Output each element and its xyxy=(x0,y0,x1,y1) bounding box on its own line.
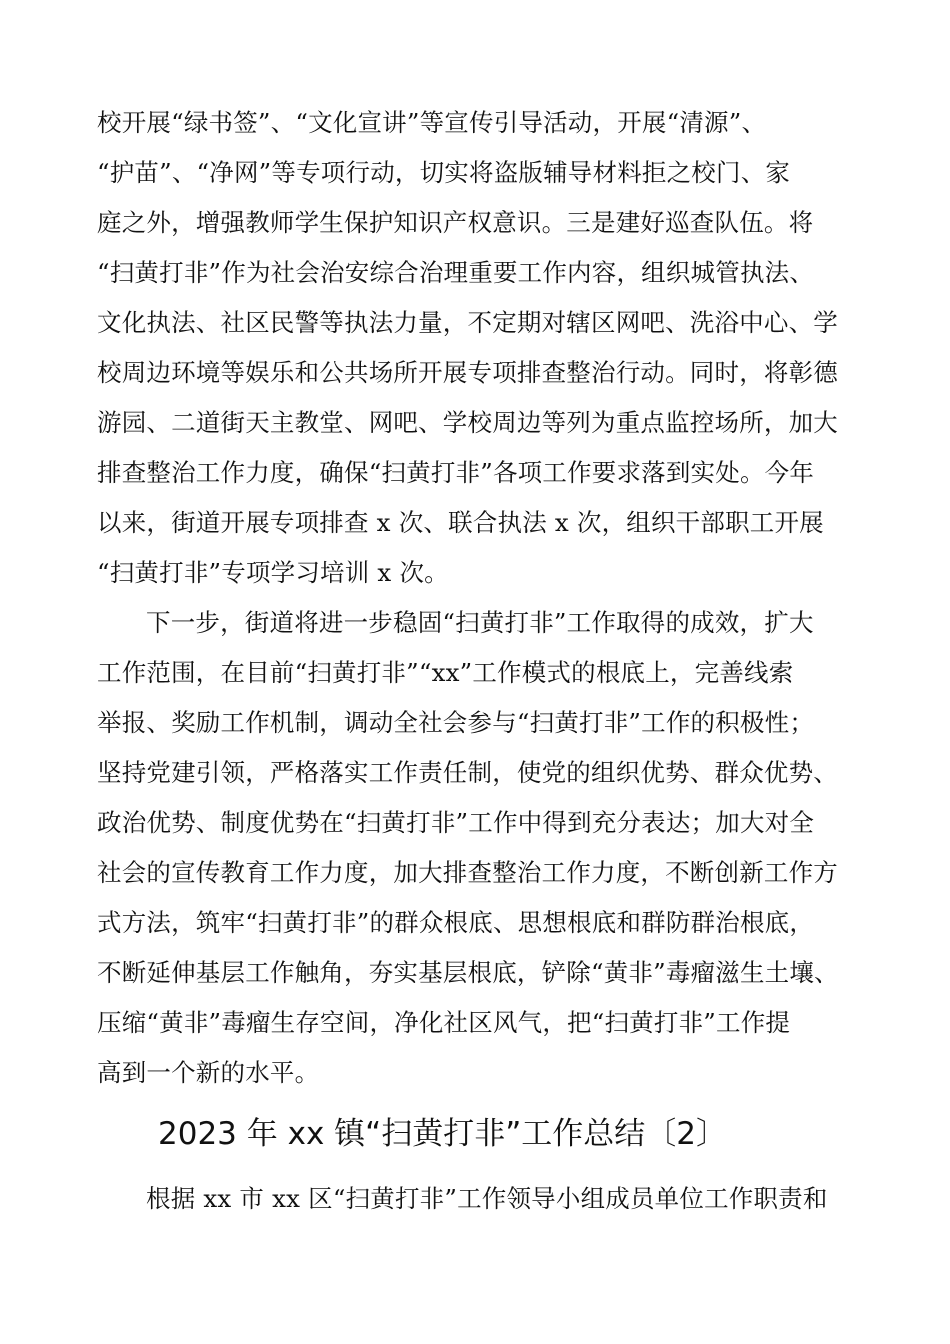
text-line: 校开展“绿书签”、“文化宣讲”等宣传引导活动，开展“清源”、 xyxy=(97,108,767,137)
text-line: 政治优势、制度优势在“扫黄打非”工作中得到充分表达；加大对全 xyxy=(97,808,815,837)
text-line: 工作范围，在目前“扫黄打非”“xx”工作模式的根底上，完善线索 xyxy=(97,658,794,687)
text-line: 举报、奖励工作机制，调动全社会参与“扫黄打非”工作的积极性； xyxy=(97,708,815,737)
text-line: 社会的宣传教育工作力度，加大排查整治工作力度，不断创新工作方 xyxy=(97,858,838,887)
text-line: 游园、二道街天主教堂、网吧、学校周边等列为重点监控场所，加大 xyxy=(97,408,838,437)
text-line: 庭之外，增强教师学生保护知识产权意识。三是建好巡查队伍。将 xyxy=(97,208,814,237)
text-line: 文化执法、社区民警等执法力量，不定期对辖区网吧、洗浴中心、学 xyxy=(97,308,838,337)
text-line: 排查整治工作力度，确保“扫黄打非”各项工作要求落到实处。今年 xyxy=(97,458,815,487)
text-line: “护苗”、“净网”等专项行动，切实将盗版辅导材料拒之校门、家 xyxy=(97,158,791,187)
text-line: 坚持党建引领，严格落实工作责任制，使党的组织优势、群众优势、 xyxy=(97,758,838,787)
text-line: 下一步，街道将进一步稳固“扫黄打非”工作取得的成效，扩大 xyxy=(146,608,814,637)
text-line: “扫黄打非”专项学习培训 x 次。 xyxy=(97,558,449,587)
text-line: 校周边环境等娱乐和公共场所开展专项排查整治行动。同时，将彰德 xyxy=(97,358,838,387)
section-title: 2023 年 xx 镇“扫黄打非”工作总结〔2〕 xyxy=(158,1116,727,1152)
text-line: 式方法，筑牢“扫黄打非”的群众根底、思想根底和群防群治根底， xyxy=(97,908,815,937)
text-line: 根据 xx 市 xx 区“扫黄打非”工作领导小组成员单位工作职责和 xyxy=(146,1184,828,1213)
text-line: 不断延伸基层工作触角，夯实基层根底，铲除“黄非”毒瘤滋生土壤、 xyxy=(97,958,839,987)
text-line: 压缩“黄非”毒瘤生存空间，净化社区风气，把“扫黄打非”工作提 xyxy=(97,1008,791,1037)
text-line: 高到一个新的水平。 xyxy=(97,1058,320,1087)
text-line: “扫黄打非”作为社会治安综合治理重要工作内容，组织城管执法、 xyxy=(97,258,815,287)
text-line: 以来，街道开展专项排查 x 次、联合执法 x 次，组织干部职工开展 xyxy=(97,508,824,537)
